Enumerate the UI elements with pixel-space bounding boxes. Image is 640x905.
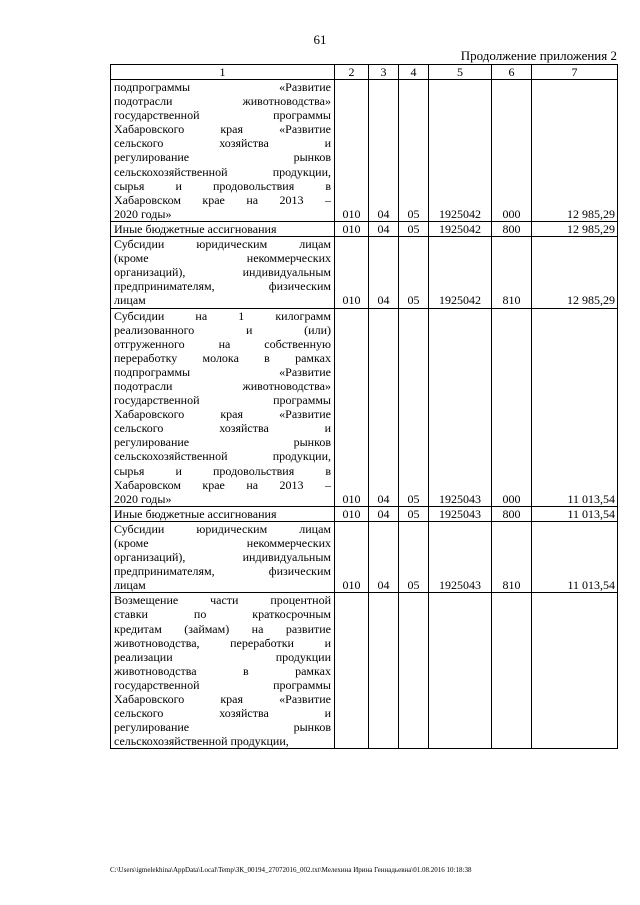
description-line: регулирование рынков (114, 720, 331, 735)
section-code-cell: 04 (369, 308, 399, 506)
description-line: государственной программы (114, 677, 331, 692)
target-article-cell: 1925043 (429, 308, 492, 506)
description-line: животноводства в рамках (114, 663, 331, 678)
section-code-cell: 04 (369, 521, 399, 592)
target-article-cell (429, 593, 492, 749)
description-line: (кроме некоммерческих (114, 251, 331, 266)
header-cell-ministry: 2 (335, 65, 369, 80)
amount-cell: 11 013,54 (532, 506, 618, 521)
description-line: Субсидии юридическим лицам (114, 521, 331, 536)
subsection-code-cell: 05 (399, 308, 429, 506)
description-line: подпрограммы «Развитие (114, 80, 331, 94)
description-line: ставки по краткосрочным (114, 607, 331, 622)
description-line: сырья и продовольствия в (114, 178, 331, 193)
description-line: сельскохозяйственной продукции, (114, 734, 289, 749)
expense-type-cell (492, 593, 532, 749)
section-code-cell: 04 (369, 80, 399, 222)
description-line: организаций), индивидуальным (114, 265, 331, 280)
description-line: 2020 годы» (114, 206, 172, 221)
description-line: лицам (114, 578, 146, 593)
appendix-continuation-note: Продолжение приложения 2 (460, 48, 617, 63)
header-row (111, 65, 618, 80)
ministry-code-cell: 010 (335, 308, 369, 506)
page-number: 61 (313, 32, 327, 47)
header-cell-target-article: 5 (429, 65, 492, 80)
description-line: сельского хозяйства и (114, 706, 331, 721)
row-description-cell (111, 237, 335, 308)
expense-type-cell: 800 (492, 221, 532, 236)
subsection-code-cell: 05 (399, 80, 429, 222)
table-row (111, 506, 618, 521)
budget-table (110, 64, 618, 749)
description-line: реализации продукции (114, 649, 331, 664)
description-line: регулирование рынков (114, 150, 331, 165)
section-code-cell: 04 (369, 221, 399, 236)
description-line: государственной программы (114, 393, 331, 408)
amount-cell: 11 013,54 (532, 308, 618, 506)
amount-cell: 12 985,29 (532, 237, 618, 308)
table-row (111, 308, 618, 506)
description-line: Возмещение части процентной (114, 593, 331, 608)
header-cell-section: 3 (369, 65, 399, 80)
target-article-cell: 1925042 (429, 80, 492, 222)
description-line: отгруженного на собственную (114, 336, 331, 351)
expense-type-cell: 810 (492, 237, 532, 308)
description-line: сырья и продовольствия в (114, 463, 331, 478)
subsection-code-cell: 05 (399, 237, 429, 308)
description-line: Субсидии на 1 килограмм (114, 308, 331, 323)
table-row (111, 593, 618, 749)
table-row (111, 221, 618, 236)
description-line: подотрасли животноводства» (114, 94, 331, 109)
description-line: подотрасли животноводства» (114, 378, 331, 393)
description-line: регулирование рынков (114, 435, 331, 450)
ministry-code-cell: 010 (335, 221, 369, 236)
description-line: реализованного и (или) (114, 322, 331, 337)
description-line: организаций), индивидуальным (114, 550, 331, 565)
expense-type-cell: 000 (492, 308, 532, 506)
description-line: переработку молока в рамках (114, 350, 331, 365)
description-line: сельскохозяйственной продукции, (114, 449, 331, 464)
ministry-code-cell: 010 (335, 237, 369, 308)
description-line: Хабаровском крае на 2013 – (114, 477, 331, 492)
target-article-cell: 1925042 (429, 237, 492, 308)
table-row (111, 237, 618, 308)
description-line: сельского хозяйства и (114, 421, 331, 436)
description-line: Хабаровского края «Развитие (114, 407, 331, 422)
description-line: лицам (114, 293, 146, 308)
target-article-cell: 1925043 (429, 521, 492, 592)
subsection-code-cell: 05 (399, 506, 429, 521)
description-line: подпрограммы «Развитие (114, 364, 331, 379)
description-line: 2020 годы» (114, 491, 172, 506)
header-cell-expense-type: 6 (492, 65, 532, 80)
row-description-cell (111, 80, 335, 222)
ministry-code-cell: 010 (335, 80, 369, 222)
description-line: предпринимателям, физическим (114, 564, 331, 579)
section-code-cell (369, 593, 399, 749)
subsection-code-cell: 05 (399, 221, 429, 236)
amount-cell: 12 985,29 (532, 80, 618, 222)
section-code-cell: 04 (369, 506, 399, 521)
description-line: сельского хозяйства и (114, 136, 331, 151)
description-line: (кроме некоммерческих (114, 536, 331, 550)
table-row (111, 521, 618, 592)
target-article-cell: 1925043 (429, 506, 492, 521)
description-line: Хабаровском крае на 2013 – (114, 192, 331, 207)
header-cell-subsection: 4 (399, 65, 429, 80)
table-body (111, 80, 618, 749)
subsection-code-cell: 05 (399, 521, 429, 592)
table-row (111, 80, 618, 222)
section-code-cell: 04 (369, 237, 399, 308)
description-line: Хабаровского края «Развитие (114, 122, 331, 137)
target-article-cell: 1925042 (429, 221, 492, 236)
amount-cell: 11 013,54 (532, 521, 618, 592)
ministry-code-cell: 010 (335, 506, 369, 521)
description-line: сельскохозяйственной продукции, (114, 164, 331, 179)
header-cell-name: 1 (111, 65, 335, 80)
amount-cell: 12 985,29 (532, 221, 618, 236)
description-line: Субсидии юридическим лицам (114, 237, 331, 252)
expense-type-cell: 000 (492, 80, 532, 222)
description-line: государственной программы (114, 108, 331, 123)
description-line: Иные бюджетные ассигнования (114, 221, 277, 236)
ministry-code-cell: 010 (335, 521, 369, 592)
row-description-cell (111, 308, 335, 506)
description-line: Иные бюджетные ассигнования (114, 506, 277, 521)
description-line: предпринимателям, физическим (114, 279, 331, 294)
description-line: кредитам (займам) на развитие (114, 621, 331, 636)
header-cell-amount: 7 (532, 65, 618, 80)
description-line: животноводства, переработки и (114, 635, 331, 650)
expense-type-cell: 800 (492, 506, 532, 521)
amount-cell (532, 593, 618, 749)
subsection-code-cell (399, 593, 429, 749)
description-line: Хабаровского края «Развитие (114, 692, 331, 707)
row-description-cell (111, 506, 335, 521)
expense-type-cell: 810 (492, 521, 532, 592)
row-description-cell (111, 521, 335, 592)
ministry-code-cell (335, 593, 369, 749)
row-description-cell (111, 593, 335, 749)
row-description-cell (111, 221, 335, 236)
footer-file-path: C:\Users\igmelekhina\AppData\Local\Temp\ЗК_00194_27072016_002.txt\Мелехина Ирина Геннадьевна\01.08.2016 10:18:38 (110, 866, 472, 874)
